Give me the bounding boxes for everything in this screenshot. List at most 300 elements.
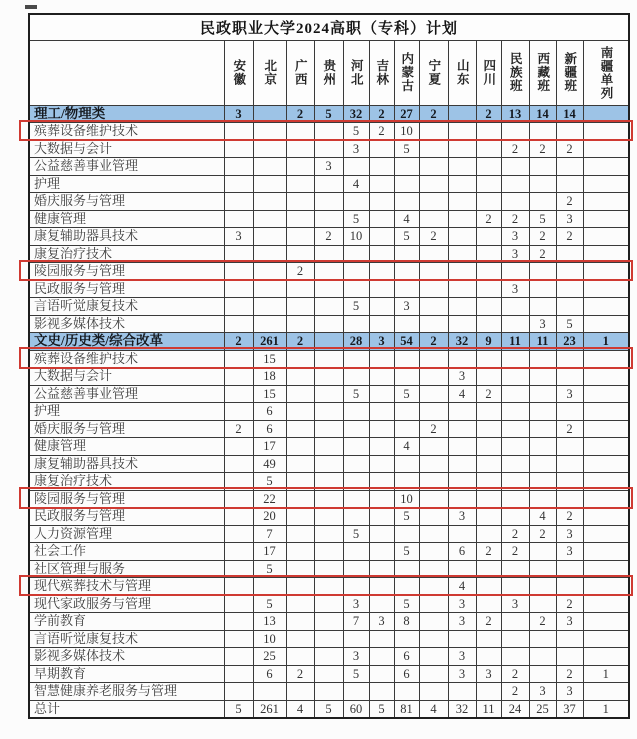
- major-name: 民政服务与管理: [29, 280, 224, 298]
- cell: 2: [369, 123, 394, 141]
- cell: [253, 228, 286, 246]
- cell: [448, 105, 476, 123]
- cell: [253, 263, 286, 281]
- cell: [224, 525, 253, 543]
- section-header-row: [29, 333, 629, 351]
- cell: [286, 630, 314, 648]
- major-name: 公益慈善事业管理: [29, 385, 224, 403]
- cell: [314, 473, 343, 491]
- cell: [448, 123, 476, 141]
- column-header: [419, 40, 448, 105]
- cell: 3: [476, 665, 501, 683]
- cell: [286, 368, 314, 386]
- cell: [286, 613, 314, 631]
- cell: [476, 560, 501, 578]
- cell: 3: [448, 508, 476, 526]
- cell: [253, 683, 286, 701]
- cell: [476, 403, 501, 421]
- cell: [583, 403, 629, 421]
- cell: [501, 315, 529, 333]
- cell: 2: [286, 263, 314, 281]
- cell: [369, 210, 394, 228]
- grand-total-row: [29, 700, 629, 718]
- cell: [314, 315, 343, 333]
- cell: [419, 263, 448, 281]
- grand-total-label: 总计: [29, 700, 224, 718]
- cell: [476, 263, 501, 281]
- cell: 81: [394, 700, 419, 718]
- cell: [419, 158, 448, 176]
- major-name: 大数据与会计: [29, 140, 224, 158]
- cell: [501, 490, 529, 508]
- cell: 2: [501, 543, 529, 561]
- cell: [501, 263, 529, 281]
- cell: [501, 578, 529, 596]
- cell: [286, 525, 314, 543]
- cell: [286, 648, 314, 666]
- cell: 13: [501, 105, 529, 123]
- cell: [448, 315, 476, 333]
- cell: [556, 298, 583, 316]
- cell: 2: [476, 385, 501, 403]
- cell: 22: [253, 490, 286, 508]
- cell: 5: [343, 123, 369, 141]
- cell: [583, 245, 629, 263]
- cell: [224, 648, 253, 666]
- cell: 13: [253, 613, 286, 631]
- cell: 6: [448, 543, 476, 561]
- cell: 261: [253, 700, 286, 718]
- cell: 5: [556, 315, 583, 333]
- major-name: 民政服务与管理: [29, 508, 224, 526]
- cell: [224, 385, 253, 403]
- cell: [343, 473, 369, 491]
- cell: [583, 595, 629, 613]
- cell: [394, 683, 419, 701]
- major-name: 陵园服务与管理: [29, 490, 224, 508]
- table-row: [29, 490, 629, 508]
- cell: 2: [556, 140, 583, 158]
- cell: [343, 368, 369, 386]
- cell: 3: [369, 613, 394, 631]
- major-name: 健康管理: [29, 210, 224, 228]
- cell: [286, 280, 314, 298]
- cell: [556, 648, 583, 666]
- cell: [286, 508, 314, 526]
- cell: 3: [448, 613, 476, 631]
- table-row: [29, 263, 629, 281]
- cell: [583, 210, 629, 228]
- cell: [314, 578, 343, 596]
- cell: [394, 455, 419, 473]
- cell: [529, 123, 556, 141]
- cell: [476, 490, 501, 508]
- cell: [343, 245, 369, 263]
- column-header-row: [29, 40, 629, 105]
- cell: [419, 210, 448, 228]
- table-row: [29, 245, 629, 263]
- cell: [448, 420, 476, 438]
- cell: [419, 315, 448, 333]
- cell: [286, 473, 314, 491]
- cell: [419, 123, 448, 141]
- cell: [419, 298, 448, 316]
- cell: 8: [394, 613, 419, 631]
- cell: [286, 543, 314, 561]
- cell: 1: [583, 333, 629, 351]
- cell: 3: [556, 543, 583, 561]
- cell: [529, 298, 556, 316]
- cell: [369, 298, 394, 316]
- major-name: 影视多媒体技术: [29, 648, 224, 666]
- column-header: [314, 40, 343, 105]
- cell: 2: [419, 333, 448, 351]
- cell: [556, 403, 583, 421]
- cell: 11: [476, 700, 501, 718]
- cell: [476, 140, 501, 158]
- cell: [529, 193, 556, 211]
- table-row: [29, 420, 629, 438]
- cell: 3: [394, 298, 419, 316]
- cell: 3: [556, 613, 583, 631]
- cell: [369, 175, 394, 193]
- table-row: [29, 140, 629, 158]
- column-header: [224, 40, 253, 105]
- cell: [556, 158, 583, 176]
- cell: [343, 315, 369, 333]
- table-title: 民政职业大学2024高职（专科）计划: [29, 14, 629, 40]
- cell: 2: [556, 420, 583, 438]
- major-name: 大数据与会计: [29, 368, 224, 386]
- cell: 5: [394, 228, 419, 246]
- cell: [583, 368, 629, 386]
- cell: [556, 473, 583, 491]
- cell: [394, 245, 419, 263]
- cell: [448, 560, 476, 578]
- table-row: [29, 560, 629, 578]
- cell: [419, 683, 448, 701]
- major-name: 现代家政服务与管理: [29, 595, 224, 613]
- cell: [583, 193, 629, 211]
- cell: [476, 578, 501, 596]
- cell: [583, 385, 629, 403]
- cell: [394, 193, 419, 211]
- cell: [286, 385, 314, 403]
- cell: [314, 508, 343, 526]
- cell: [343, 578, 369, 596]
- cell: [394, 350, 419, 368]
- cell: 5: [394, 508, 419, 526]
- cell: [394, 263, 419, 281]
- cell: [529, 490, 556, 508]
- cell: [556, 490, 583, 508]
- major-name: 殡葬设备维护技术: [29, 123, 224, 141]
- cell: 32: [343, 105, 369, 123]
- cell: 3: [501, 245, 529, 263]
- cell: [476, 525, 501, 543]
- cell: [224, 438, 253, 456]
- cell: [419, 665, 448, 683]
- cell: [314, 280, 343, 298]
- cell: [369, 140, 394, 158]
- cell: 3: [314, 158, 343, 176]
- cell: 6: [394, 665, 419, 683]
- major-name: 社会工作: [29, 543, 224, 561]
- cell: 5: [394, 140, 419, 158]
- cell: 5: [253, 473, 286, 491]
- table-row: [29, 158, 629, 176]
- cell: [529, 175, 556, 193]
- enrollment-plan-table: [28, 13, 630, 719]
- cell: [529, 543, 556, 561]
- cell: 3: [556, 210, 583, 228]
- cell: [501, 508, 529, 526]
- cell: 5: [369, 700, 394, 718]
- cell: [556, 350, 583, 368]
- cell: [448, 473, 476, 491]
- cell: 6: [253, 420, 286, 438]
- cell: [369, 403, 394, 421]
- cell: 2: [556, 665, 583, 683]
- major-name: 康复治疗技术: [29, 245, 224, 263]
- cell: [314, 683, 343, 701]
- cell: [419, 508, 448, 526]
- major-name: 社区管理与服务: [29, 560, 224, 578]
- table-row: [29, 210, 629, 228]
- cell: [476, 315, 501, 333]
- column-header-label: 宁夏: [426, 59, 441, 86]
- major-name: 现代殡葬技术与管理: [29, 578, 224, 596]
- section-header-row: [29, 105, 629, 123]
- cell: [501, 648, 529, 666]
- cell: 28: [343, 333, 369, 351]
- cell: [419, 473, 448, 491]
- cell: [448, 175, 476, 193]
- cell: [556, 368, 583, 386]
- cell: [369, 578, 394, 596]
- column-header-label: 民族班: [508, 52, 523, 93]
- cell: [556, 578, 583, 596]
- cell: [583, 683, 629, 701]
- cell: [501, 175, 529, 193]
- cell: 3: [224, 228, 253, 246]
- cell: [476, 508, 501, 526]
- cell: [448, 438, 476, 456]
- cell: 3: [501, 595, 529, 613]
- major-name: 康复辅助器具技术: [29, 455, 224, 473]
- cell: [583, 228, 629, 246]
- cell: [394, 578, 419, 596]
- cell: [369, 245, 394, 263]
- table-row: [29, 508, 629, 526]
- cell: 9: [476, 333, 501, 351]
- cell: [369, 648, 394, 666]
- major-name: 影视多媒体技术: [29, 315, 224, 333]
- cell: [556, 245, 583, 263]
- cell: [448, 210, 476, 228]
- cell: [556, 438, 583, 456]
- major-name: 婚庆服务与管理: [29, 420, 224, 438]
- cell: 20: [253, 508, 286, 526]
- cell: 2: [369, 105, 394, 123]
- cell: [369, 490, 394, 508]
- cell: [394, 403, 419, 421]
- cell: 15: [253, 385, 286, 403]
- cell: [529, 630, 556, 648]
- cell: [448, 683, 476, 701]
- cell: [314, 560, 343, 578]
- cell: [556, 280, 583, 298]
- cell: [583, 578, 629, 596]
- cell: [583, 543, 629, 561]
- cell: 10: [394, 490, 419, 508]
- cell: [286, 193, 314, 211]
- cell: 17: [253, 543, 286, 561]
- cell: 2: [529, 525, 556, 543]
- cell: 3: [224, 105, 253, 123]
- cell: [419, 595, 448, 613]
- cell: [343, 508, 369, 526]
- cell: 3: [343, 648, 369, 666]
- cell: [253, 123, 286, 141]
- cell: [343, 438, 369, 456]
- cell: [343, 158, 369, 176]
- cell: 14: [556, 105, 583, 123]
- cell: [448, 298, 476, 316]
- cell: [369, 508, 394, 526]
- cell: [314, 210, 343, 228]
- cell: [529, 403, 556, 421]
- cell: [476, 648, 501, 666]
- cell: [583, 298, 629, 316]
- cell: 6: [394, 648, 419, 666]
- column-header-label: 吉林: [374, 59, 389, 86]
- cell: [343, 280, 369, 298]
- cell: [224, 543, 253, 561]
- cell: [448, 228, 476, 246]
- cell: [253, 210, 286, 228]
- cell: [314, 385, 343, 403]
- cell: [286, 140, 314, 158]
- cell: 2: [556, 595, 583, 613]
- cell: [369, 473, 394, 491]
- cell: 17: [253, 438, 286, 456]
- cell: [583, 473, 629, 491]
- cell: [314, 648, 343, 666]
- cell: [419, 175, 448, 193]
- cell: 54: [394, 333, 419, 351]
- column-header: [501, 40, 529, 105]
- cell: [556, 175, 583, 193]
- major-name: 陵园服务与管理: [29, 263, 224, 281]
- cell: 2: [556, 508, 583, 526]
- cell: [253, 105, 286, 123]
- cell: 2: [286, 333, 314, 351]
- column-header-label: 河北: [349, 59, 364, 86]
- cell: [476, 123, 501, 141]
- cell: [224, 683, 253, 701]
- table-row: [29, 368, 629, 386]
- cell: [501, 613, 529, 631]
- cell: [476, 298, 501, 316]
- cell: [583, 525, 629, 543]
- cell: [419, 385, 448, 403]
- cell: 10: [253, 630, 286, 648]
- major-name: 早期教育: [29, 665, 224, 683]
- cell: [583, 140, 629, 158]
- cell: 3: [343, 140, 369, 158]
- cell: 27: [394, 105, 419, 123]
- cell: [394, 315, 419, 333]
- table-row: [29, 473, 629, 491]
- cell: 1: [583, 665, 629, 683]
- cell: [314, 543, 343, 561]
- table-row: [29, 315, 629, 333]
- cell: [419, 543, 448, 561]
- cell: [529, 455, 556, 473]
- cell: [224, 665, 253, 683]
- cell: 2: [501, 210, 529, 228]
- cell: [448, 193, 476, 211]
- cell: [583, 105, 629, 123]
- cell: [369, 228, 394, 246]
- cell: [224, 315, 253, 333]
- column-header-label: 山东: [455, 59, 470, 86]
- cell: 2: [529, 140, 556, 158]
- cell: 3: [448, 595, 476, 613]
- cell: [369, 455, 394, 473]
- cell: 2: [556, 228, 583, 246]
- cell: [419, 245, 448, 263]
- cell: [419, 560, 448, 578]
- cell: 5: [343, 385, 369, 403]
- cell: 3: [448, 648, 476, 666]
- column-header-label: 四川: [481, 59, 496, 86]
- cell: [314, 613, 343, 631]
- cell: [476, 228, 501, 246]
- cell: [448, 455, 476, 473]
- cell: [314, 630, 343, 648]
- column-header: [394, 40, 419, 105]
- cell: [314, 403, 343, 421]
- cell: [343, 490, 369, 508]
- major-name: 婚庆服务与管理: [29, 193, 224, 211]
- column-header: [343, 40, 369, 105]
- cell: [253, 175, 286, 193]
- cell: 18: [253, 368, 286, 386]
- cell: [369, 193, 394, 211]
- cell: 3: [501, 228, 529, 246]
- cell: [529, 473, 556, 491]
- cell: [419, 280, 448, 298]
- cell: [286, 490, 314, 508]
- cell: 2: [419, 105, 448, 123]
- cell: [556, 630, 583, 648]
- cell: [314, 175, 343, 193]
- cell: 3: [369, 333, 394, 351]
- cell: [583, 630, 629, 648]
- table-row: [29, 385, 629, 403]
- cell: 2: [501, 140, 529, 158]
- cell: 5: [253, 595, 286, 613]
- cell: [583, 420, 629, 438]
- cell: 2: [314, 228, 343, 246]
- cell: [501, 473, 529, 491]
- cell: [253, 158, 286, 176]
- cell: [501, 630, 529, 648]
- cell: [224, 630, 253, 648]
- cell: 2: [476, 613, 501, 631]
